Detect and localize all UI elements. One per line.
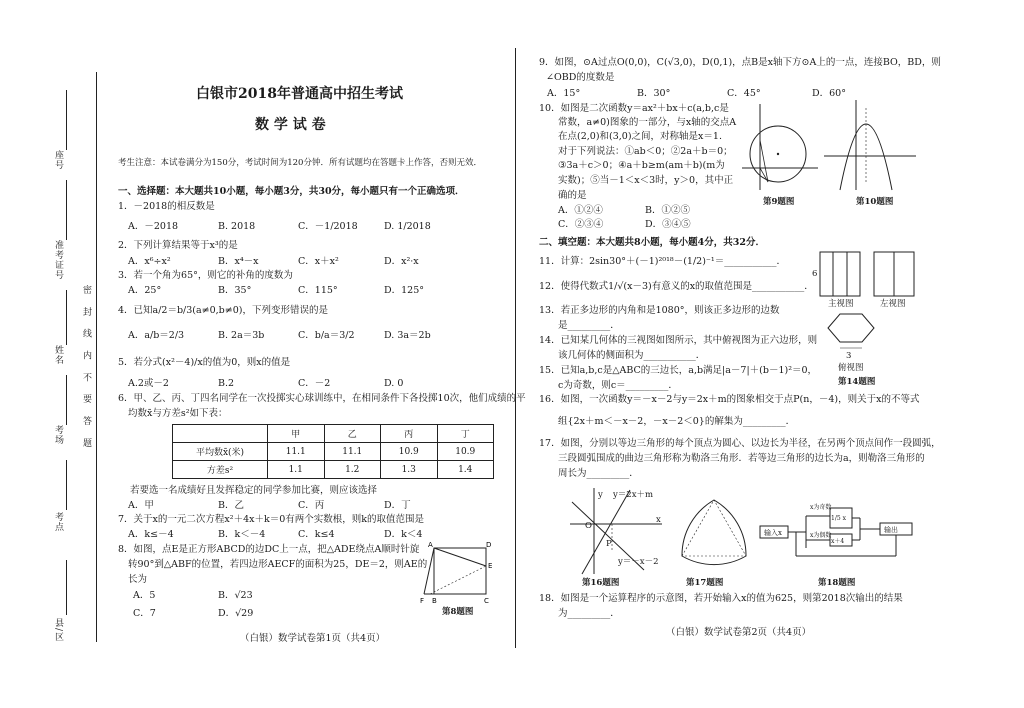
q4-option-b: B. 2a＝3b bbox=[218, 330, 265, 341]
table-cell: 10.9 bbox=[381, 443, 438, 461]
q3-option-a: A．25° bbox=[128, 285, 162, 296]
q10-line: ③3a＋c＞0；④a＋b≥m(am＋b)(m为 bbox=[558, 160, 725, 171]
q10-option-a: A．①②④ bbox=[558, 205, 603, 216]
q8-stem-line2: 转90°到△ABF的位置，若四边形AECF的面积为25，DE＝2，则AE的 bbox=[128, 559, 428, 570]
q9-option-c: C．45° bbox=[727, 88, 761, 99]
q9-figure bbox=[738, 100, 820, 192]
table-row bbox=[173, 443, 494, 461]
ticket-label: 准考证号 bbox=[53, 240, 63, 280]
q16-origin-label: O bbox=[585, 521, 592, 531]
exam-site-blank bbox=[66, 460, 67, 510]
q1-stem: 1．－2018的相反数是 bbox=[118, 201, 215, 212]
q2-stem: 2．下列计算结果等于x³的是 bbox=[118, 240, 238, 251]
q2-option-d: D．x²·x bbox=[384, 256, 419, 267]
q9-stem-line1: 9．如图，⊙A过点O(0,0)，C(√3,0)，D(0,1)，点B是x轴下方⊙A上的一点，连接BO，BD，则 bbox=[539, 57, 941, 68]
q17-line: 17．如图，分别以等边三角形的每个顶点为圆心、以边长为半径，在另两个顶点间作一段圆弧， bbox=[539, 438, 941, 449]
name-blank bbox=[66, 290, 67, 345]
q6-option-c: C．丙 bbox=[298, 500, 325, 511]
q10-line: 确的是 bbox=[558, 190, 587, 201]
table-cell: 11.1 bbox=[324, 443, 381, 461]
table-header-row bbox=[173, 425, 494, 443]
section-1-heading: 一、选择题：本大题共10小题，每小题3分，共30分，每小题只有一个正确选项． bbox=[118, 186, 465, 197]
q18-input-label: 输入x bbox=[764, 529, 782, 537]
q4-stem: 4．已知a/2＝b/3(a≠0,b≠0)，下列变形错误的是 bbox=[118, 305, 328, 316]
q10-option-c: C．②③④ bbox=[558, 219, 604, 230]
table-cell: 方差s² bbox=[173, 461, 268, 479]
q9-figure-caption: 第9题图 bbox=[763, 197, 795, 207]
q1-option-a: A．－2018 bbox=[128, 221, 179, 232]
q5-option-c: C．－2 bbox=[298, 378, 331, 389]
q18-op1-label: 1/5 x bbox=[831, 515, 846, 522]
q17-line: 周长为_________． bbox=[558, 468, 639, 479]
q6-option-a: A．甲 bbox=[128, 500, 154, 511]
q14-left-view-label: 左视图 bbox=[880, 299, 906, 309]
q16-line1-label: y＝2x＋m bbox=[613, 490, 654, 500]
q13-line2: 是_________． bbox=[558, 320, 620, 331]
q3-option-d: D．125° bbox=[384, 285, 424, 296]
q1-option-d: D. 1/2018 bbox=[384, 221, 431, 232]
q9-stem-line2: ∠OBD的度数是 bbox=[546, 72, 615, 83]
binding-line bbox=[96, 72, 97, 642]
q18-op2-label: x＋4 bbox=[831, 538, 845, 545]
q14-figure-caption: 第14题图 bbox=[838, 377, 876, 387]
q10-line: 实数)；⑤当－1＜x＜3时，y＞0，其中正 bbox=[558, 175, 734, 186]
q18-line: 18．如图是一个运算程序的示意图，若开始输入x的值为625，则第2018次输出的结果 bbox=[539, 593, 903, 604]
q8-option-b: B．√23 bbox=[218, 590, 253, 601]
section-2-heading: 二、填空题：本大题共8小题，每小题4分，共32分． bbox=[539, 237, 765, 248]
q10-line: 10．如图是二次函数y＝ax²＋bx＋c(a,b,c是 bbox=[539, 103, 729, 114]
q8-stem-line1: 8．如图，点E是正方形ABCD的边DC上一点，把△ADE绕点A顺时针旋 bbox=[118, 544, 420, 555]
q4-option-a: A．a/b＝2/3 bbox=[128, 330, 185, 341]
q10-option-d: D．③④⑤ bbox=[645, 219, 691, 230]
ticket-blank bbox=[66, 180, 67, 240]
fig-letter: C bbox=[484, 597, 489, 605]
q10-figure bbox=[822, 98, 918, 192]
q3-option-b: B．35° bbox=[218, 285, 252, 296]
q10-line: 对于下列说法：①ab＜0；②2a＋b＝0； bbox=[558, 146, 733, 157]
q9-option-d: D．60° bbox=[812, 88, 846, 99]
q2-option-a: A．x⁶÷x² bbox=[128, 256, 171, 267]
name-label: 姓名 bbox=[53, 345, 63, 365]
exam-site-label: 考点 bbox=[53, 512, 63, 532]
q16-x-label: x bbox=[656, 515, 661, 525]
table-cell: 丁 bbox=[437, 425, 494, 443]
table-cell: 平均数x̄(米) bbox=[173, 443, 268, 461]
seat-blank bbox=[66, 90, 67, 150]
q14-height-label: 6 bbox=[812, 269, 818, 279]
q5-option-a: A.2或－2 bbox=[128, 378, 169, 389]
q16-y-label: y bbox=[598, 490, 603, 500]
q8-option-a: A．5 bbox=[133, 590, 156, 601]
q6-stem-line3: 若要选一名成绩好且发挥稳定的同学参加比赛，则应该选择 bbox=[130, 485, 378, 496]
table-cell: 甲 bbox=[268, 425, 325, 443]
district-blank bbox=[66, 560, 67, 615]
fig-letter: E bbox=[488, 562, 493, 570]
q14-width-label: 3 bbox=[846, 351, 852, 361]
q14-line2: 该几何体的侧面积为___________． bbox=[558, 350, 706, 361]
table-cell: 乙 bbox=[324, 425, 381, 443]
q6-stem-line2: 均数x̄与方差s²如下表： bbox=[128, 408, 228, 419]
q15-line2: c为奇数，则c＝_________． bbox=[558, 380, 678, 391]
table-cell: 1.1 bbox=[268, 461, 325, 479]
q3-stem: 3．若一个角为65°，则它的补角的度数为 bbox=[118, 270, 293, 281]
seal-notice: 密 封 线 内 不 要 答 题 bbox=[81, 285, 91, 453]
table-cell: 丙 bbox=[381, 425, 438, 443]
q7-option-d: D．k＜4 bbox=[384, 529, 423, 540]
q5-stem: 5．若分式(x²－4)/x的值为0，则x的值是 bbox=[118, 357, 291, 368]
page-divider bbox=[515, 48, 516, 648]
q6-option-b: B．乙 bbox=[218, 500, 244, 511]
q3-option-c: C．115° bbox=[298, 285, 338, 296]
district-label: 县/区 bbox=[53, 618, 63, 643]
exam-room-label: 考场 bbox=[53, 425, 63, 445]
fig-letter: A bbox=[428, 541, 433, 549]
q16-figure-caption: 第16题图 bbox=[582, 578, 620, 588]
q8-figure-caption: 第8题图 bbox=[442, 607, 474, 617]
table-cell: 11.1 bbox=[268, 443, 325, 461]
q6-option-d: D．丁 bbox=[384, 500, 411, 511]
q6-score-table bbox=[172, 424, 494, 479]
q18-figure-caption: 第18题图 bbox=[818, 578, 856, 588]
table-row bbox=[173, 461, 494, 479]
q8-option-c: C．7 bbox=[133, 608, 156, 619]
fig-letter: D bbox=[486, 541, 492, 549]
subject-title: 数 学 试 卷 bbox=[255, 117, 326, 133]
q9-option-b: B．30° bbox=[637, 88, 671, 99]
q18-line: 为_________． bbox=[558, 608, 620, 619]
q16-line1: 16．如图，一次函数y＝－x－2与y＝2x＋m的图象相交于点P(n，－4)，则关于x的不等式 bbox=[539, 394, 920, 405]
q18-odd-label: x为奇数 bbox=[810, 504, 832, 511]
q7-option-b: B．k＜－4 bbox=[218, 529, 266, 540]
q8-option-d: D．√29 bbox=[218, 608, 254, 619]
q1-option-b: B. 2018 bbox=[218, 221, 256, 232]
q10-figure-caption: 第10题图 bbox=[856, 197, 894, 207]
exam-room-blank bbox=[66, 375, 67, 425]
table-cell: 1.3 bbox=[381, 461, 438, 479]
q1-option-c: C．－1/2018 bbox=[298, 221, 358, 232]
q2-option-b: B．x⁴－x bbox=[218, 256, 259, 267]
q15-line1: 15．已知a,b,c是△ABC的三边长，a,b满足|a－7|＋(b－1)²＝0， bbox=[539, 365, 818, 376]
q10-option-b: B．①②⑤ bbox=[645, 205, 690, 216]
table-cell: 1.4 bbox=[437, 461, 494, 479]
q14-top-view-label: 俯视图 bbox=[838, 363, 864, 373]
q18-even-label: x为偶数 bbox=[810, 532, 832, 539]
q5-option-b: B.2 bbox=[218, 378, 235, 389]
q16-line2-label: y＝－x－2 bbox=[618, 557, 659, 567]
q14-line1: 14．已知某几何体的三视图如图所示，其中俯视图为正六边形，则 bbox=[539, 335, 818, 346]
exam-notice: 考生注意：本试卷满分为150分，考试时间为120分钟．所有试题均在答题卡上作答，否则无效． bbox=[118, 158, 482, 168]
q4-option-c: C．b/a＝3/2 bbox=[298, 330, 355, 341]
page-2-footer: （白银）数学试卷第2页（共4页） bbox=[666, 627, 812, 638]
q12: 12．使得代数式1/√(x－3)有意义的x的取值范围是___________． bbox=[539, 281, 814, 292]
q8-figure bbox=[420, 538, 500, 610]
fig-letter: B bbox=[432, 597, 437, 605]
q10-line: 常数，a≠0)图象的一部分，与x轴的交点A bbox=[558, 117, 737, 128]
q14-figure bbox=[812, 248, 924, 376]
q8-stem-line3: 长为 bbox=[128, 574, 148, 585]
page-1-footer: （白银）数学试卷第1页（共4页） bbox=[240, 633, 386, 644]
q11: 11．计算：2sin30°＋(－1)²⁰¹⁸－(1/2)⁻¹＝___________． bbox=[539, 256, 786, 267]
q7-option-c: C．k≤4 bbox=[298, 529, 335, 540]
q7-stem: 7．关于x的一元二次方程x²＋4x＋k＝0有两个实数根，则k的取值范围是 bbox=[118, 514, 425, 525]
q16-line2: 组{2x＋m＜－x－2，－x－2＜0}的解集为_________． bbox=[558, 416, 796, 427]
q6-stem-line1: 6．甲、乙、丙、丁四名同学在一次投掷实心球训练中，在相同条件下各投掷10次，他们成绩的平 bbox=[118, 393, 526, 404]
table-cell: 10.9 bbox=[437, 443, 494, 461]
q17-figure-caption: 第17题图 bbox=[686, 578, 724, 588]
fig-letter: F bbox=[420, 597, 425, 605]
q4-option-d: D. 3a＝2b bbox=[384, 330, 431, 341]
q14-front-view-label: 主视图 bbox=[828, 299, 854, 309]
q2-option-c: C．x＋x² bbox=[298, 256, 339, 267]
q7-option-a: A．k≤－4 bbox=[128, 529, 174, 540]
q17-figure bbox=[676, 492, 752, 566]
q9-option-a: A．15° bbox=[547, 88, 581, 99]
exam-title: 白银市2018年普通高中招生考试 bbox=[196, 86, 403, 102]
q16-point-label: P bbox=[606, 539, 612, 549]
q18-output-label: 输出 bbox=[884, 526, 898, 534]
q10-line: 在点(2,0)和(3,0)之间，对称轴是x＝1. bbox=[558, 131, 722, 142]
table-cell: 1.2 bbox=[324, 461, 381, 479]
seat-label: 座号 bbox=[53, 150, 63, 170]
q17-line: 三段圆弧围成的曲边三角形称为勒洛三角形．若等边三角形的边长为a，则勒洛三角形的 bbox=[558, 453, 925, 464]
q5-option-d: D. 0 bbox=[384, 378, 404, 389]
q13-line1: 13．若正多边形的内角和是1080°，则该正多边形的边数 bbox=[539, 305, 780, 316]
table-cell bbox=[173, 425, 268, 443]
